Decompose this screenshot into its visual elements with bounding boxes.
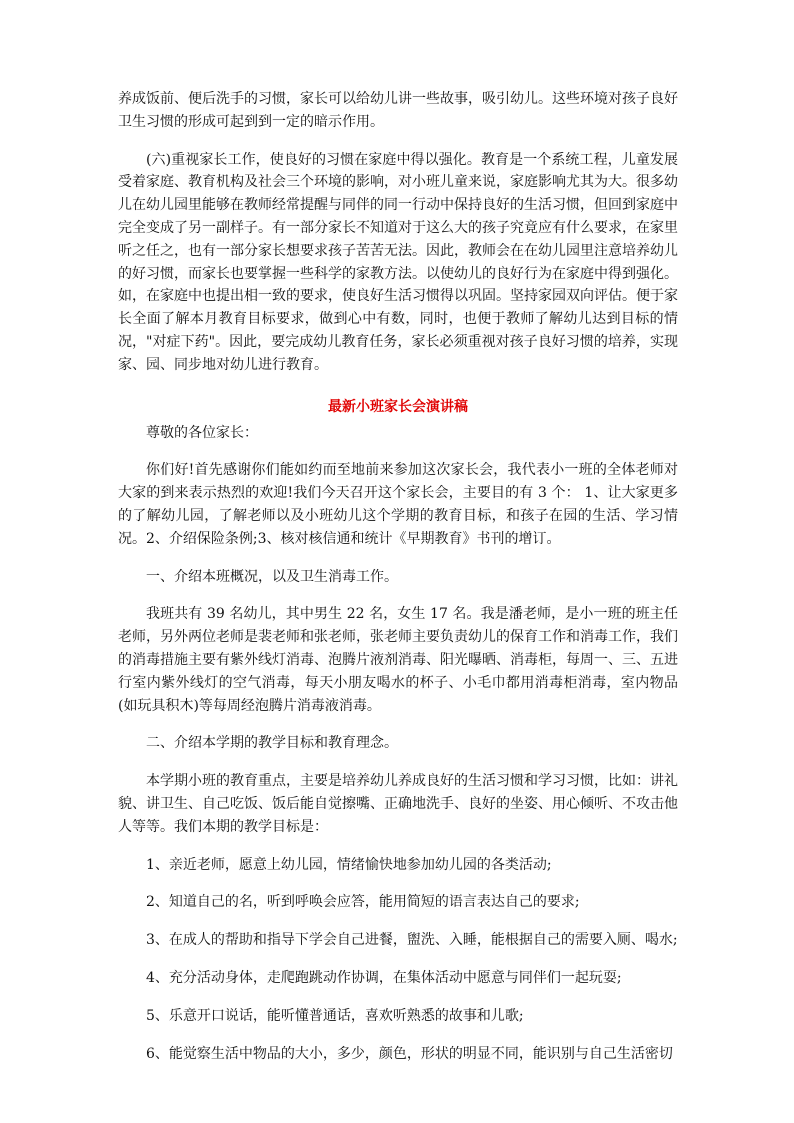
list-item: 4、充分活动身体，走爬跑跳动作协调，在集体活动中愿意与同伴们一起玩耍; <box>146 969 622 986</box>
body-paragraph: 养成饭前、便后洗手的习惯，家长可以给幼儿讲一些故事，吸引幼儿。这些环境对孩子良好卫生习惯的形成可起到到一定的暗示作用。 <box>118 91 678 130</box>
list-item: 3、在成人的帮助和指导下学会自己进餐，盥洗、入睡，能根据自己的需要入厕、喝水; <box>146 932 678 949</box>
body-paragraph: (六)重视家长工作，使良好的习惯在家庭中得以强化。教育是一个系统工程，儿童发展受着家庭、教育机构及社会三个环境的影响，对小班儿童来说，家庭影响尤其为大。很多幼儿在幼儿园里能够在教师经常提醒与同伴的同一行动中保持良好的生活习惯，但回到家庭中完全变成了另一副样子。有一部分家长不知道对于这么大的孩子究竟应有什么要求，在家里听之任之，也有一部分家长想要求孩子苦苦无法。因此，教师会在在幼儿园里注意培养幼儿的好习惯，而家长也要掌握一些科学的家教方法。以使幼儿的良好行为在家庭中得到强化。如，在家庭中也提出相一致的要求，使良好生活习惯得以巩固。坚持家园双向评估。便于家长全面了解本月教育目标要求，做到心中有数，同时，也便于教师了解幼儿达到目标的情况，"对症下药"。因此，要完成幼儿教育任务，家长必须重视对孩子良好习惯的培养，实现家、园、同步地对幼儿进行教育。 <box>118 151 678 373</box>
document-title: 最新小班家长会演讲稿 <box>328 398 468 415</box>
body-paragraph: 你们好!首先感谢你们能如约而至地前来参加这次家长会，我代表小一班的全体老师对大家的到来表示热烈的欢迎!我们今天召开这个家长会，主要目的有 3 个： 1、让大家更多的了解幼儿园，了解老师以及小班幼儿这个学期的教育目标，和孩子在园的生活、学习情况。2、介绍保险条例;3、核对核信通和统计《早期教育》书刊的增订。 <box>118 462 678 547</box>
body-paragraph: 本学期小班的教育重点，主要是培养幼儿养成良好的生活习惯和学习习惯，比如：讲礼貌、讲卫生、自己吃饭、饭后能自觉擦嘴、正确地洗手、良好的坐姿、用心倾听、不攻击他人等等。我们本期的教学目标是： <box>118 773 678 835</box>
section-heading: 二、介绍本学期的教学目标和教育理念。 <box>146 735 398 752</box>
list-item: 6、能觉察生活中物品的大小，多少，颜色，形状的明显不同，能识别与自己生活密切 <box>146 1045 673 1062</box>
section-heading: 一、介绍本班概况，以及卫生消毒工作。 <box>146 568 398 585</box>
body-paragraph: 我班共有 39 名幼儿，其中男生 22 名，女生 17 名。我是潘老师，是小一班的班主任老师，另外两位老师是裴老师和张老师，张老师主要负责幼儿的保育工作和消毒工作，我们的消毒措施主要有紫外线灯消毒、泡腾片液剂消毒、阳光曝晒、消毒柜，每周一、三、五进行室内紫外线灯的空气消毒，每天小朋友喝水的杯子、小毛巾都用消毒柜消毒，室内物品(如玩具积木)等每周经泡腾片消毒液消毒。 <box>118 606 678 714</box>
list-item: 5、乐意开口说话，能听懂普通话，喜欢听熟悉的故事和儿歌; <box>146 1007 524 1024</box>
document-page <box>118 88 678 1065</box>
salutation: 尊敬的各位家长： <box>146 424 258 441</box>
list-item: 2、知道自己的名，听到呼唤会应答，能用简短的语言表达自己的要求; <box>146 894 580 911</box>
list-item: 1、亲近老师，愿意上幼儿园，情绪愉快地参加幼儿园的各类活动; <box>146 856 552 873</box>
